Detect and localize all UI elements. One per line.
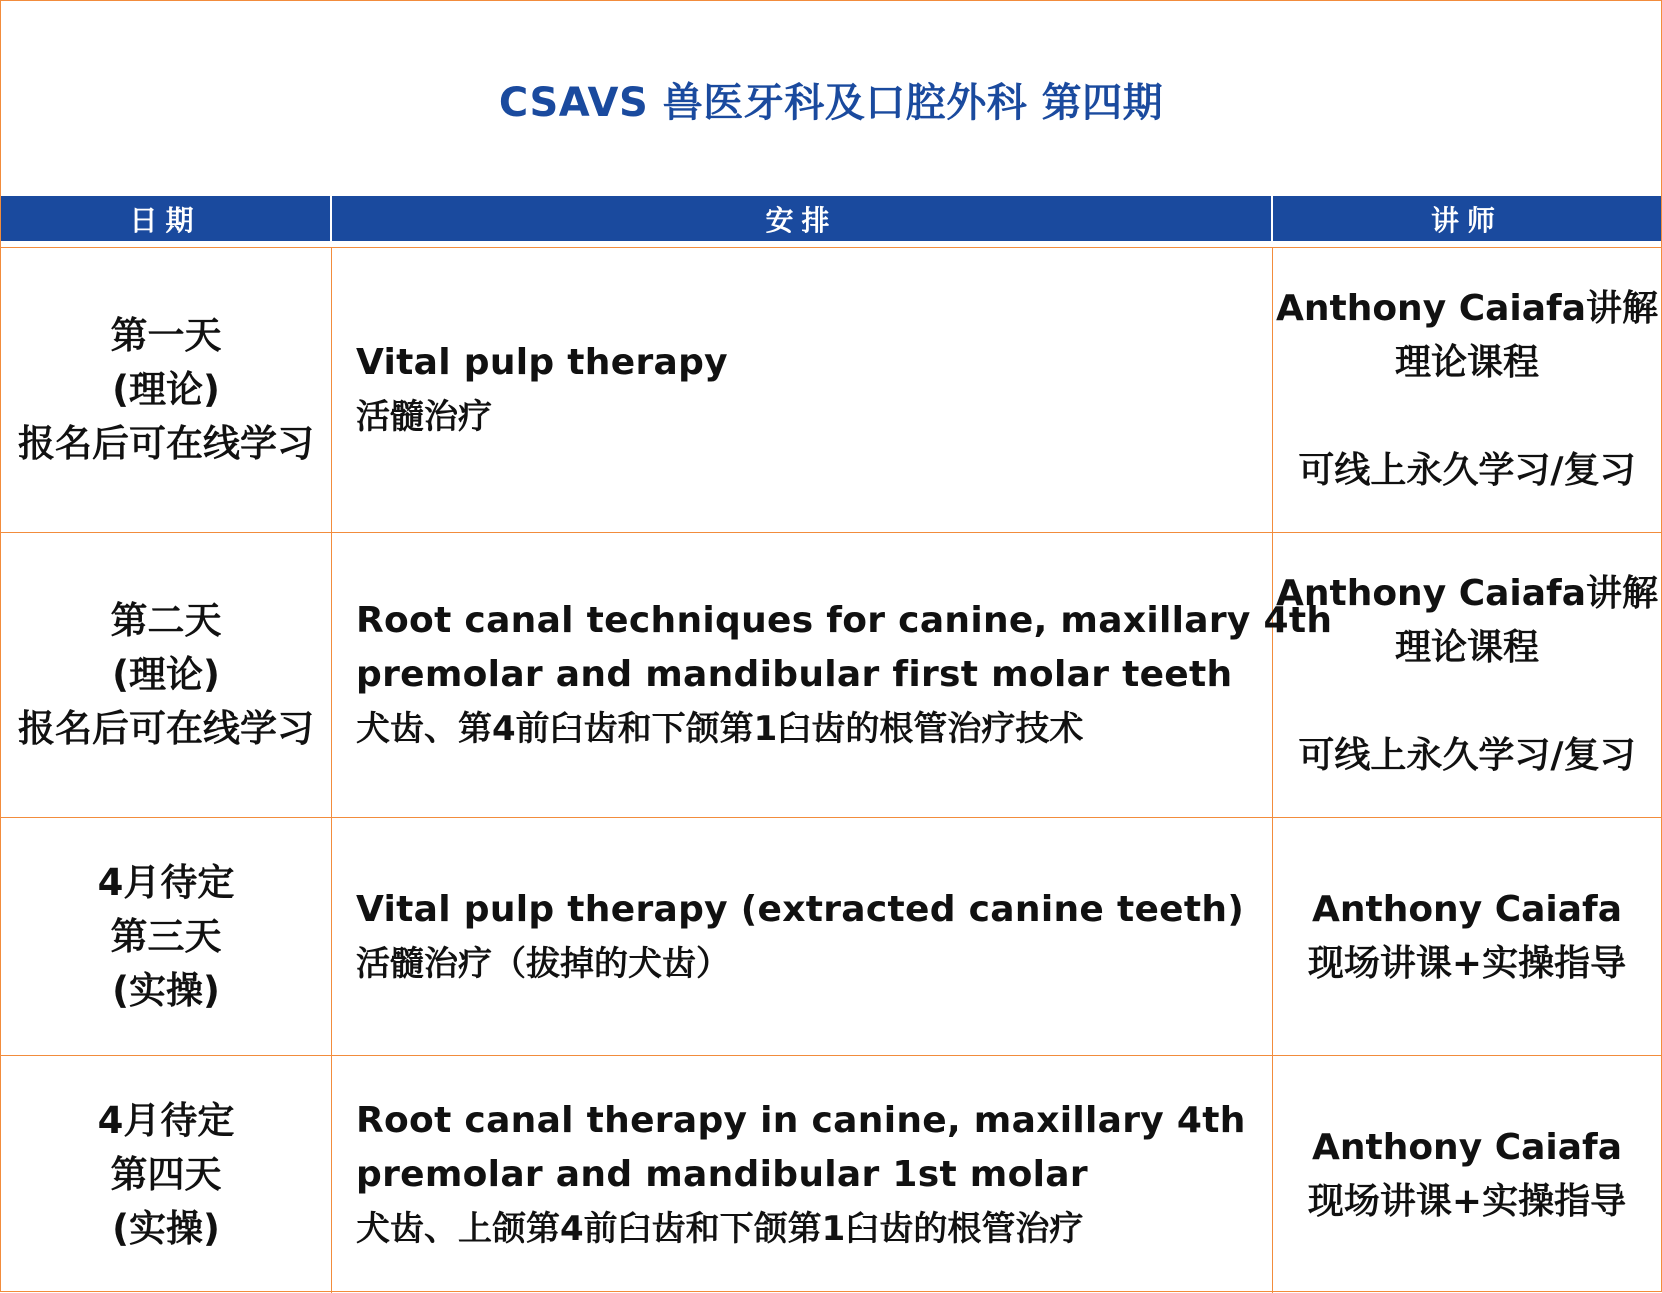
header-lecturer: 讲师 bbox=[1430, 203, 1503, 237]
plan-english: Root canal therapy in canine, maxillary 4th bbox=[356, 1099, 1246, 1141]
table-row-3-lecturer bbox=[1273, 818, 1661, 1056]
schedule-table bbox=[1, 247, 1661, 1293]
lecturer-name: Anthony Caiafa bbox=[1312, 1126, 1622, 1168]
plan-english: Vital pulp therapy bbox=[356, 342, 728, 383]
table-row-2-plan bbox=[332, 533, 1333, 818]
plan-chinese: 犬齿、第4前臼齿和下颌第1臼齿的根管治疗技术 bbox=[356, 709, 1084, 749]
page-title: CSAVS 兽医牙科及口腔外科 第四期 bbox=[498, 79, 1164, 126]
table-row-1-date bbox=[1, 248, 332, 533]
lecturer-name: Anthony Caiafa讲解 bbox=[1276, 288, 1658, 329]
table-row-3-date bbox=[1, 818, 332, 1056]
table-header bbox=[1, 196, 1661, 241]
plan-chinese: 犬齿、上颌第4前臼齿和下颌第1臼齿的根管治疗 bbox=[356, 1208, 1084, 1249]
date-line: (理论) bbox=[112, 368, 220, 411]
table-row-4-date bbox=[1, 1056, 332, 1293]
table-row-2-lecturer bbox=[1273, 533, 1661, 818]
date-line: 报名后可在线学习 bbox=[18, 707, 314, 750]
plan-chinese: 活髓治疗（拔掉的犬齿） bbox=[356, 943, 730, 984]
table-row-1-lecturer bbox=[1273, 248, 1661, 533]
lecturer-course: 理论课程 bbox=[1394, 627, 1539, 668]
lecturer-name: Anthony Caiafa bbox=[1312, 888, 1622, 930]
lecturer-course: 现场讲课+实操指导 bbox=[1307, 942, 1627, 984]
plan-chinese: 活髓治疗 bbox=[356, 397, 492, 437]
plan-english: Vital pulp therapy (extracted canine teeth) bbox=[356, 888, 1245, 930]
table-row-4-lecturer bbox=[1273, 1056, 1661, 1293]
date-line: (实操) bbox=[112, 1206, 220, 1250]
table-row-4-plan bbox=[332, 1056, 1273, 1293]
date-line: 报名后可在线学习 bbox=[18, 422, 314, 465]
date-line: 第一天 bbox=[110, 314, 222, 357]
date-line: 4月待定 bbox=[97, 860, 235, 904]
date-line: (理论) bbox=[112, 653, 220, 696]
table-row-1-plan bbox=[332, 248, 1273, 533]
lecturer-note: 可线上永久学习/复习 bbox=[1298, 450, 1636, 491]
lecturer-course: 现场讲课+实操指导 bbox=[1307, 1180, 1627, 1222]
plan-english: premolar and mandibular first molar teeth bbox=[356, 654, 1233, 695]
lecturer-note: 可线上永久学习/复习 bbox=[1298, 735, 1636, 776]
table-row-2-date bbox=[1, 533, 332, 818]
date-line: 第二天 bbox=[110, 599, 222, 642]
date-line: 第三天 bbox=[110, 914, 222, 958]
date-line: 第四天 bbox=[110, 1152, 222, 1196]
plan-english: Root canal techniques for canine, maxillary 4th bbox=[356, 600, 1333, 641]
header-plan: 安排 bbox=[332, 196, 1273, 241]
date-line: 4月待定 bbox=[97, 1098, 235, 1142]
lecturer-course: 理论课程 bbox=[1394, 342, 1539, 383]
header-date: 日期 bbox=[1, 196, 332, 241]
table-row-3-plan bbox=[332, 818, 1273, 1056]
lecturer-name: Anthony Caiafa讲解 bbox=[1276, 573, 1658, 614]
plan-english: premolar and mandibular 1st molar bbox=[356, 1153, 1088, 1195]
date-line: (实操) bbox=[112, 968, 220, 1012]
